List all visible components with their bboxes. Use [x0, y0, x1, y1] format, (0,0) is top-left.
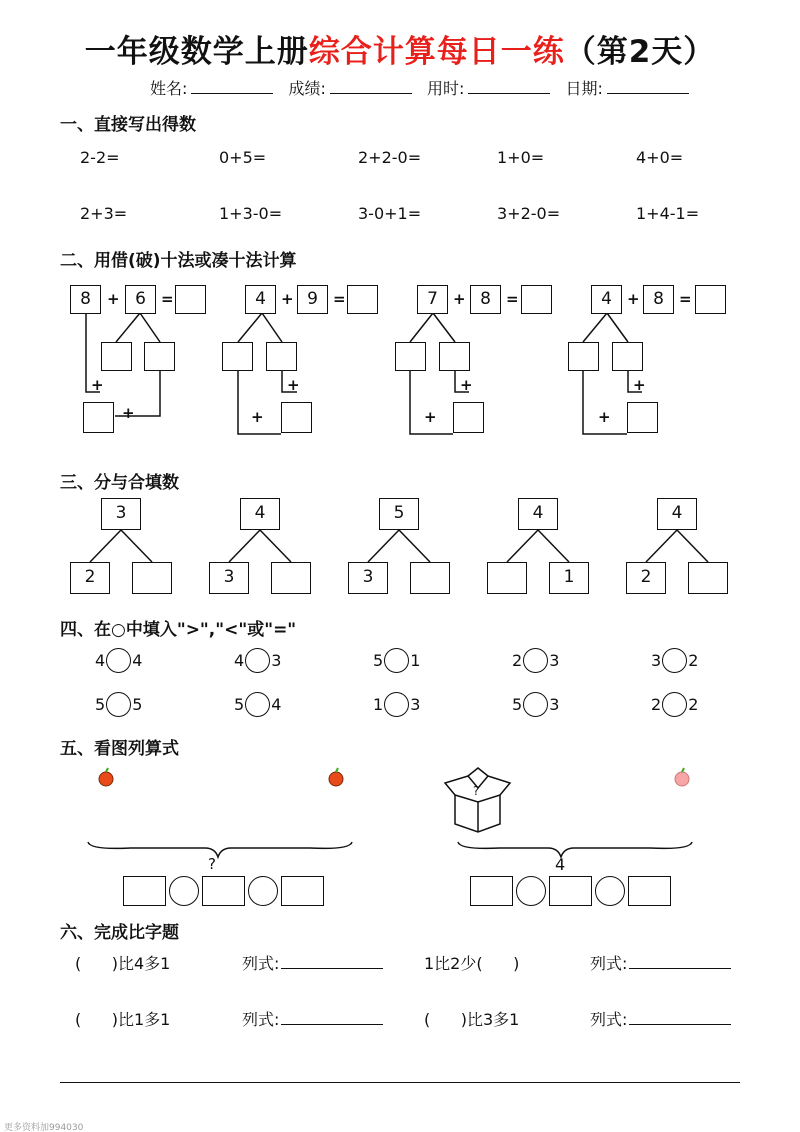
- picture-frame: [586, 765, 696, 842]
- right-number: 3: [271, 651, 282, 670]
- number-box: 7: [417, 285, 448, 314]
- equals-sign: =: [161, 290, 174, 308]
- right-number: 3: [549, 695, 560, 714]
- right-number: 5: [132, 695, 143, 714]
- right-number: 4: [132, 651, 143, 670]
- right-number: 3: [410, 695, 421, 714]
- equals-sign: =: [506, 290, 519, 308]
- compare-circle[interactable]: [245, 692, 270, 717]
- question-text: 比4多1: [118, 954, 171, 973]
- formula-field[interactable]: [629, 1011, 731, 1025]
- equation: 1+4-1=: [636, 204, 700, 223]
- section-1-title: 一、直接写出得数: [60, 115, 196, 135]
- section-6-title: 六、完成比字题: [60, 923, 179, 943]
- plus-sign: +: [251, 408, 264, 426]
- equation: 0+5=: [219, 148, 267, 167]
- part-box[interactable]: 1: [549, 562, 589, 594]
- part-box[interactable]: 2: [70, 562, 110, 594]
- question-text: 1比2少( ): [424, 954, 520, 973]
- right-number: 2: [688, 651, 699, 670]
- equation: 4+0=: [636, 148, 684, 167]
- name-label: 姓名:: [150, 79, 188, 98]
- section-3-title: 三、分与合填数: [60, 473, 179, 493]
- compare-circle[interactable]: [384, 648, 409, 673]
- part-box[interactable]: 3: [348, 562, 388, 594]
- compare-item: [234, 648, 281, 673]
- compare-item: [234, 692, 281, 717]
- date-field[interactable]: [607, 80, 689, 94]
- picture-frame: [238, 765, 352, 842]
- operator-circle[interactable]: [169, 876, 199, 906]
- equation: 2+3=: [80, 204, 128, 223]
- whole-box: 4: [240, 498, 280, 530]
- left-number: 5: [373, 651, 384, 670]
- box-question-mark: ?: [473, 784, 480, 798]
- operator-circle[interactable]: [248, 876, 278, 906]
- equation: 3+2-0=: [497, 204, 561, 223]
- word-question: [424, 1007, 519, 1030]
- formula-line: [242, 951, 383, 974]
- left-number: 5: [234, 695, 245, 714]
- part-box[interactable]: [410, 562, 450, 594]
- whole-box: 5: [379, 498, 419, 530]
- compare-item: [512, 692, 559, 717]
- left-number: 3: [651, 651, 662, 670]
- paren-blank[interactable]: ( ): [75, 1010, 118, 1029]
- number-box: 4: [591, 285, 622, 314]
- equation: 3-0+1=: [358, 204, 422, 223]
- date-label: 日期:: [565, 79, 603, 98]
- number-box: 9: [297, 285, 328, 314]
- equals-sign: =: [679, 290, 692, 308]
- name-field[interactable]: [191, 80, 273, 94]
- compare-item: [651, 648, 698, 673]
- word-question: [75, 1007, 170, 1030]
- compare-item: [95, 692, 142, 717]
- compare-circle[interactable]: [384, 692, 409, 717]
- right-number: 4: [271, 695, 282, 714]
- formula-field[interactable]: [281, 1011, 383, 1025]
- time-label: 用时:: [427, 79, 465, 98]
- part-box[interactable]: [132, 562, 172, 594]
- plus-sign: +: [424, 408, 437, 426]
- operator-circle[interactable]: [595, 876, 625, 906]
- paren-blank[interactable]: ( ): [75, 954, 118, 973]
- answer-box[interactable]: [123, 876, 166, 906]
- compare-item: [512, 648, 559, 673]
- formula-label: 列式:: [242, 954, 280, 973]
- word-question: [75, 951, 170, 974]
- answer-box[interactable]: [202, 876, 245, 906]
- page-title: [0, 26, 800, 71]
- formula-line: [242, 1007, 383, 1030]
- left-number: 2: [512, 651, 523, 670]
- right-number: 3: [549, 651, 560, 670]
- formula-label: 列式:: [242, 1010, 280, 1029]
- compare-item: [373, 648, 420, 673]
- split-box[interactable]: [222, 342, 253, 371]
- split-box[interactable]: [144, 342, 175, 371]
- bottom-rule: [60, 1082, 740, 1083]
- section-2-title: 二、用借(破)十法或凑十法计算: [60, 251, 297, 271]
- plus-sign: +: [598, 408, 611, 426]
- plus-sign: +: [122, 404, 135, 422]
- formula-label: 列式:: [590, 1010, 628, 1029]
- plus-sign: +: [633, 376, 646, 394]
- word-question: [424, 951, 519, 974]
- formula-field[interactable]: [629, 955, 731, 969]
- equation: 2-2=: [80, 148, 120, 167]
- whole-box: 3: [101, 498, 141, 530]
- question-text: 比3多1: [467, 1010, 520, 1029]
- left-number: 4: [95, 651, 106, 670]
- answer-box[interactable]: [281, 876, 324, 906]
- title-red: 综合计算每日一练: [308, 34, 565, 70]
- number-box: 4: [245, 285, 276, 314]
- number-box: 8: [70, 285, 101, 314]
- sum-box[interactable]: [627, 402, 658, 433]
- plus-sign: +: [460, 376, 473, 394]
- info-line: [150, 76, 699, 99]
- whole-box: 4: [657, 498, 697, 530]
- answer-box[interactable]: [695, 285, 726, 314]
- score-field[interactable]: [330, 80, 412, 94]
- right-number: 1: [410, 651, 421, 670]
- answer-box[interactable]: [175, 285, 206, 314]
- paren-blank[interactable]: ( ): [424, 1010, 467, 1029]
- compare-circle[interactable]: [662, 648, 687, 673]
- number-box: 8: [470, 285, 501, 314]
- number-box: 6: [125, 285, 156, 314]
- picture-frame: [92, 765, 206, 842]
- formula-field[interactable]: [281, 955, 383, 969]
- part-box[interactable]: [487, 562, 527, 594]
- section-4-title: 四、在○中填入">","<"或"=": [60, 620, 297, 640]
- part-box[interactable]: [688, 562, 728, 594]
- answer-box[interactable]: [470, 876, 513, 906]
- split-box[interactable]: [439, 342, 470, 371]
- number-box: 8: [643, 285, 674, 314]
- compare-circle[interactable]: [662, 692, 687, 717]
- equation: 2+2-0=: [358, 148, 422, 167]
- compare-item: [95, 648, 142, 673]
- plus-sign: +: [281, 290, 294, 308]
- compare-circle[interactable]: [245, 648, 270, 673]
- left-number: 1: [373, 695, 384, 714]
- answer-box[interactable]: [549, 876, 592, 906]
- formula-line: [590, 1007, 731, 1030]
- plus-sign: +: [453, 290, 466, 308]
- split-box[interactable]: [101, 342, 132, 371]
- time-field[interactable]: [468, 80, 550, 94]
- compare-circle[interactable]: [523, 648, 548, 673]
- question-text: 比1多1: [118, 1010, 171, 1029]
- part-box[interactable]: [271, 562, 311, 594]
- answer-box[interactable]: [347, 285, 378, 314]
- compare-circle[interactable]: [523, 692, 548, 717]
- equation: 1+0=: [497, 148, 545, 167]
- title-black: 一年级数学上册: [84, 34, 309, 70]
- split-box[interactable]: [395, 342, 426, 371]
- compare-item: [373, 692, 420, 717]
- section-5-title: 五、看图列算式: [60, 739, 179, 759]
- split-box[interactable]: [266, 342, 297, 371]
- left-number: 5: [512, 695, 523, 714]
- plus-sign: +: [107, 290, 120, 308]
- total-label: 4: [555, 855, 566, 874]
- sum-box[interactable]: [281, 402, 312, 433]
- operator-circle[interactable]: [516, 876, 546, 906]
- plus-sign: +: [627, 290, 640, 308]
- whole-box: 4: [518, 498, 558, 530]
- compare-circle[interactable]: [106, 692, 131, 717]
- sum-box[interactable]: [453, 402, 484, 433]
- right-number: 2: [688, 695, 699, 714]
- score-label: 成绩:: [288, 79, 326, 98]
- compare-circle[interactable]: [106, 648, 131, 673]
- answer-box[interactable]: [628, 876, 671, 906]
- formula-line: [590, 951, 731, 974]
- footer-note: 更多资料加994030: [4, 1123, 84, 1132]
- answer-box[interactable]: [521, 285, 552, 314]
- compare-item: [651, 692, 698, 717]
- total-label: ?: [208, 855, 216, 873]
- split-box[interactable]: [568, 342, 599, 371]
- equation: 1+3-0=: [219, 204, 283, 223]
- part-box[interactable]: 3: [209, 562, 249, 594]
- part-box[interactable]: 2: [626, 562, 666, 594]
- formula-label: 列式:: [590, 954, 628, 973]
- title-tail: （第2天）: [564, 34, 716, 70]
- plus-sign: +: [91, 376, 104, 394]
- left-number: 4: [234, 651, 245, 670]
- split-box[interactable]: [612, 342, 643, 371]
- plus-sign: +: [287, 376, 300, 394]
- sum-box[interactable]: [83, 402, 114, 433]
- left-number: 5: [95, 695, 106, 714]
- equals-sign: =: [333, 290, 346, 308]
- left-number: 2: [651, 695, 662, 714]
